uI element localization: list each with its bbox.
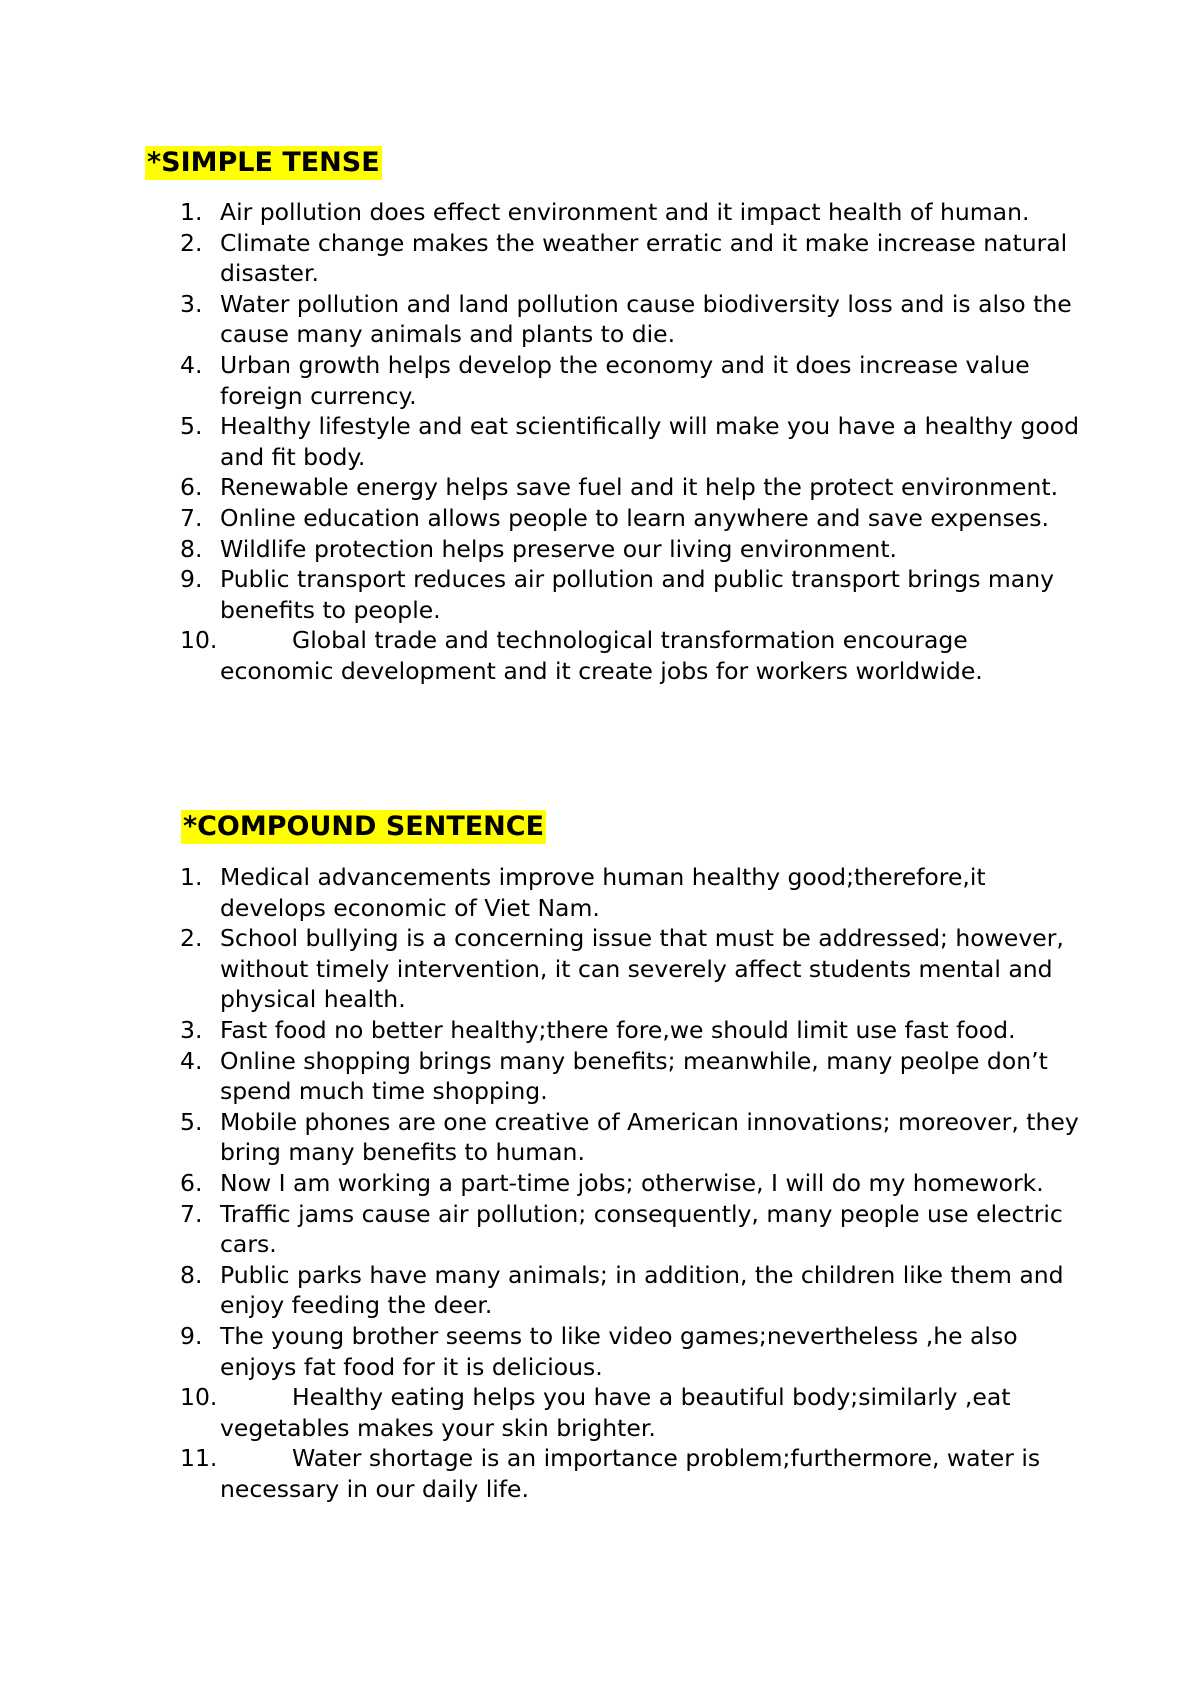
item-text: Public transport reduces air pollution and public transport brings many benefits to people.: [220, 565, 1055, 624]
compound-sentence-list: [180, 862, 1080, 1504]
list-item: [180, 472, 1080, 503]
item-number: 9.: [180, 1321, 203, 1350]
item-number: 4.: [180, 1046, 203, 1075]
item-number: 2.: [180, 228, 203, 257]
list-item: [180, 1199, 1080, 1260]
item-number: 3.: [180, 289, 203, 318]
item-number: 8.: [180, 1260, 203, 1289]
item-text: Urban growth helps develop the economy and it does increase value foreign currency.: [220, 350, 1030, 410]
list-item: [180, 1107, 1080, 1168]
item-number: 2.: [180, 924, 203, 953]
list-item: [180, 503, 1080, 534]
item-number: 3.: [180, 1015, 203, 1044]
list-item: [180, 1015, 1080, 1046]
item-number: 4.: [180, 350, 203, 379]
list-item: [180, 1382, 1080, 1443]
item-text: Medical advancements improve human healthy good;therefore,it develops economic of Viet Nam.: [220, 863, 986, 922]
item-number: 5.: [180, 412, 203, 441]
list-item: [180, 923, 1080, 1015]
item-number: 5.: [180, 1107, 203, 1136]
item-text: Wildlife protection helps preserve our living environment.: [220, 534, 898, 563]
item-text: Global trade and technological transformation encourage economic development and it create jobs for workers worldwide.: [220, 626, 983, 685]
item-text: Renewable energy helps save fuel and it help the protect environment.: [220, 473, 1059, 502]
item-text: Climate change makes the weather erratic and it make increase natural disaster.: [220, 228, 1068, 288]
list-item: [180, 564, 1080, 625]
list-item: [180, 625, 1080, 686]
list-item: [180, 289, 1080, 350]
item-text: Public parks have many animals; in addition, the children like them and enjoy feeding the deer.: [220, 1260, 1064, 1320]
item-number: 1.: [180, 198, 203, 226]
item-text: Healthy eating helps you have a beautiful body;similarly ,eat vegetables makes your skin brighter.: [220, 1383, 1011, 1442]
section-heading-compound-sentence: *COMPOUND SENTENCE: [183, 811, 545, 842]
item-number: 6.: [180, 1168, 203, 1197]
section-heading-simple-tense: *SIMPLE TENSE: [147, 147, 380, 178]
item-number: 7.: [180, 1199, 203, 1228]
item-text: Water shortage is an importance problem;furthermore, water is necessary in our daily life.: [220, 1444, 1041, 1503]
list-item: [180, 197, 1080, 228]
simple-tense-list: [180, 197, 1080, 687]
item-text: Online shopping brings many benefits; meanwhile, many peolpe don’t spend much time shopping.: [220, 1046, 1048, 1106]
item-text: The young brother seems to like video games;nevertheless ,he also enjoys fat food for it is delicious.: [220, 1321, 1018, 1381]
list-item: [180, 1260, 1080, 1321]
item-number: 11.: [180, 1444, 218, 1473]
list-item: [180, 350, 1080, 411]
list-item: [180, 534, 1080, 565]
list-item: [180, 1046, 1080, 1107]
item-number: 1.: [180, 863, 203, 891]
item-text: Healthy lifestyle and eat scientifically will make you have a healthy good and fit body.: [220, 412, 1080, 471]
item-text: Air pollution does effect environment and it impact health of human.: [220, 198, 1030, 226]
item-text: Fast food no better healthy;there fore,we should limit use fast food.: [220, 1015, 1016, 1044]
list-item: [180, 1321, 1080, 1382]
list-item: [180, 1443, 1080, 1504]
list-item: [180, 411, 1080, 472]
item-number: 7.: [180, 503, 203, 532]
list-item: [180, 228, 1080, 289]
item-number: 9.: [180, 565, 203, 594]
item-text: Water pollution and land pollution cause biodiversity loss and is also the cause many animals and plants to die.: [220, 289, 1072, 349]
item-number: 10.: [180, 626, 218, 655]
item-text: School bullying is a concerning issue that must be addressed; however, without timely intervention, it can severely affect students mental and physical health.: [220, 924, 1064, 1014]
list-item: [180, 1168, 1080, 1199]
item-text: Now I am working a part-time jobs; otherwise, I will do my homework.: [220, 1168, 1044, 1197]
item-number: 10.: [180, 1383, 218, 1412]
item-text: Mobile phones are one creative of American innovations; moreover, they bring many benefits to human.: [220, 1107, 1079, 1167]
item-text: Traffic jams cause air pollution; consequently, many people use electric cars.: [220, 1199, 1063, 1259]
list-item: [180, 862, 1080, 923]
item-text: Online education allows people to learn anywhere and save expenses.: [220, 503, 1049, 532]
item-number: 8.: [180, 534, 203, 563]
item-number: 6.: [180, 473, 203, 502]
